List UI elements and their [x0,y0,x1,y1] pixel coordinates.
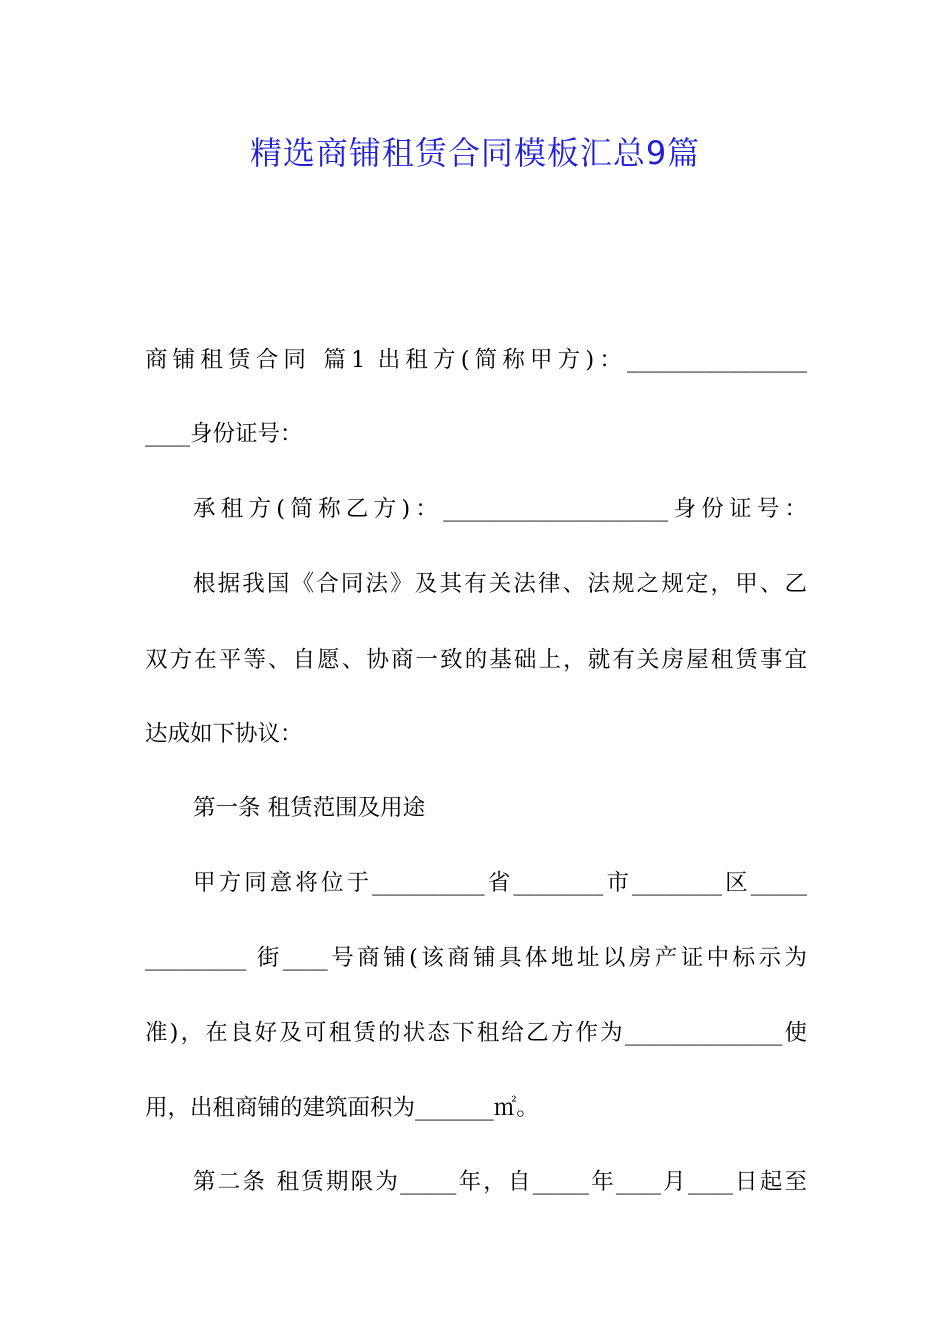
paragraph-line: 双方在平等、自愿、协商一致的基础上，就有关房屋租赁事宜 [145,647,807,673]
paragraph-line: 第二条 租赁期限为_____年，自_____年____月____日起至 [193,1169,807,1195]
paragraph-line: 商铺租赁合同 篇1 出租方(简称甲方)：________________ [145,347,807,373]
paragraph-line: ____身份证号： [145,421,303,447]
paragraph-line: 承租方(简称乙方)：____________________身份证号： [193,496,807,522]
paragraph-line: 用，出租商铺的建筑面积为_______㎡。 [145,1095,539,1121]
paragraph-line: 甲方同意将位于__________省________市________区_____ [193,870,807,896]
section-heading: 第一条 租赁范围及用途 [193,795,426,821]
paragraph-line: _________ 街____号商铺(该商铺具体地址以房产证中标示为 [145,945,807,971]
paragraph-line: 准)，在良好及可租赁的状态下租给乙方作为______________使 [145,1020,807,1046]
paragraph-line: 根据我国《合同法》及其有关法律、法规之规定，甲、乙 [193,571,807,597]
document-title: 精选商铺租赁合同模板汇总9篇 [249,134,701,172]
paragraph-line: 达成如下协议： [145,721,303,747]
